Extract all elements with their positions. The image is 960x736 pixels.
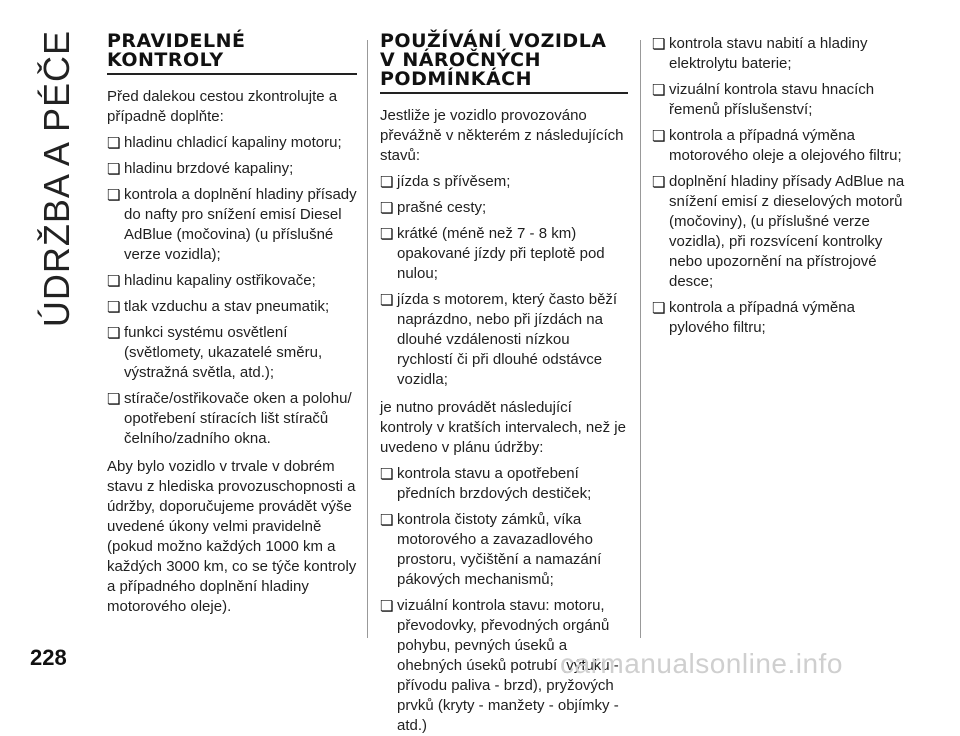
heading-regular-checks: PRAVIDELNÉ KONTROLY (107, 32, 357, 75)
column-regular-checks (107, 32, 357, 617)
checklist-item: ❏ tlak vzduchu a stav pneumatik; (107, 297, 357, 317)
checklist-item: ❏ krátké (méně než 7 - 8 km) opakované jízdy při teplotě pod nulou; (380, 224, 628, 284)
checklist-item: ❏ kontrola a doplnění hladiny přísady do nafty pro snížení emisí Diesel AdBlue (močovina) (u příslušné verze vozidla); (107, 185, 357, 265)
checklist-item: ❏ kontrola stavu nabití a hladiny elektrolytu baterie; (652, 34, 912, 74)
checklist-item: ❏ kontrola a případná výměna motorového oleje a olejového filtru; (652, 126, 912, 166)
intro-paragraph: Jestliže je vozidlo provozováno převážně v některém z následujících stavů: (380, 107, 624, 164)
side-section-title-text: ÚDRŽBA A PÉČE (36, 30, 77, 328)
checklist-item: ❏ vizuální kontrola stavu: motoru, převodovky, převodných orgánů pohybu, pevných úseků a ohebných úseků potrubí (výfuku - přívodu paliva - brzd), pryžových prvků (kryty - manžety - objímky - atd.) (380, 596, 628, 736)
checklist-item: ❏ vizuální kontrola stavu hnacích řemenů příslušenství; (652, 80, 912, 120)
checklist-item: ❏ prašné cesty; (380, 198, 628, 218)
checklist-item: ❏ kontrola a případná výměna pylového filtru; (652, 298, 912, 338)
checklist-item: ❏ funkci systému osvětlení (světlomety, ukazatelé směru, výstražná světla, atd.); (107, 323, 357, 383)
checklist-item: ❏ hladinu chladicí kapaliny motoru; (107, 133, 357, 153)
checklist-item: ❏ stírače/ostřikovače oken a polohu/ opotřebení stíracích lišt stíračů čelního/zadního okna. (107, 389, 357, 449)
column-divider (367, 40, 368, 638)
checks-list-continued (652, 34, 912, 338)
checklist-item: ❏ doplnění hladiny přísady AdBlue na snížení emisí z dieselových motorů (močoviny), (u příslušné verze vozidla), při rozsvícení kontrolky nebo upozornění na přístrojové desce; (652, 172, 912, 292)
checklist-item: ❏ hladinu brzdové kapaliny; (107, 159, 357, 179)
checklist-item: ❏ jízda s motorem, který často běží naprázdno, nebo při jízdách na dlouhé vzdálenosti nízkou rychlostí či při dlouhé odstávce vozidla; (380, 290, 628, 390)
outro-paragraph: Aby bylo vozidlo v trvale v dobrém stavu z hlediska provozuschopnosti a údržby, doporučujeme provádět výše uvedené úkony velmi pravidelně (pokud možno každých 1000 km a každých 3000 km, co se týče kontroly a případného doplnění hladiny motorového oleje). (107, 458, 357, 615)
checklist-item: ❏ hladinu kapaliny ostřikovače; (107, 271, 357, 291)
checklist-item: ❏ kontrola stavu a opotřebení předních brzdových destiček; (380, 464, 628, 504)
watermark: carmanualsonline.info (560, 648, 843, 679)
checklist (107, 133, 357, 449)
page-number: 228 (30, 645, 67, 670)
intro-paragraph: Před dalekou cestou zkontrolujte a případně doplňte: (107, 88, 338, 125)
heading-severe-conditions: POUŽÍVÁNÍ VOZIDLA V NÁROČNÝCH PODMÍNKÁCH (380, 32, 628, 94)
column-severe-conditions (380, 32, 628, 736)
column-continued-checks (652, 34, 912, 338)
side-section-title (22, 30, 92, 620)
checks-list (380, 464, 628, 736)
column-divider (640, 40, 641, 638)
conditions-list (380, 172, 628, 390)
checklist-item: ❏ kontrola čistoty zámků, víka motorového a zavazadlového prostoru, vyčištění a namazání pákových mechanismů; (380, 510, 628, 590)
checklist-item: ❏ jízda s přívěsem; (380, 172, 628, 192)
middle-paragraph: je nutno provádět následující kontroly v kratších intervalech, než je uvedeno v plánu údržby: (380, 399, 626, 456)
